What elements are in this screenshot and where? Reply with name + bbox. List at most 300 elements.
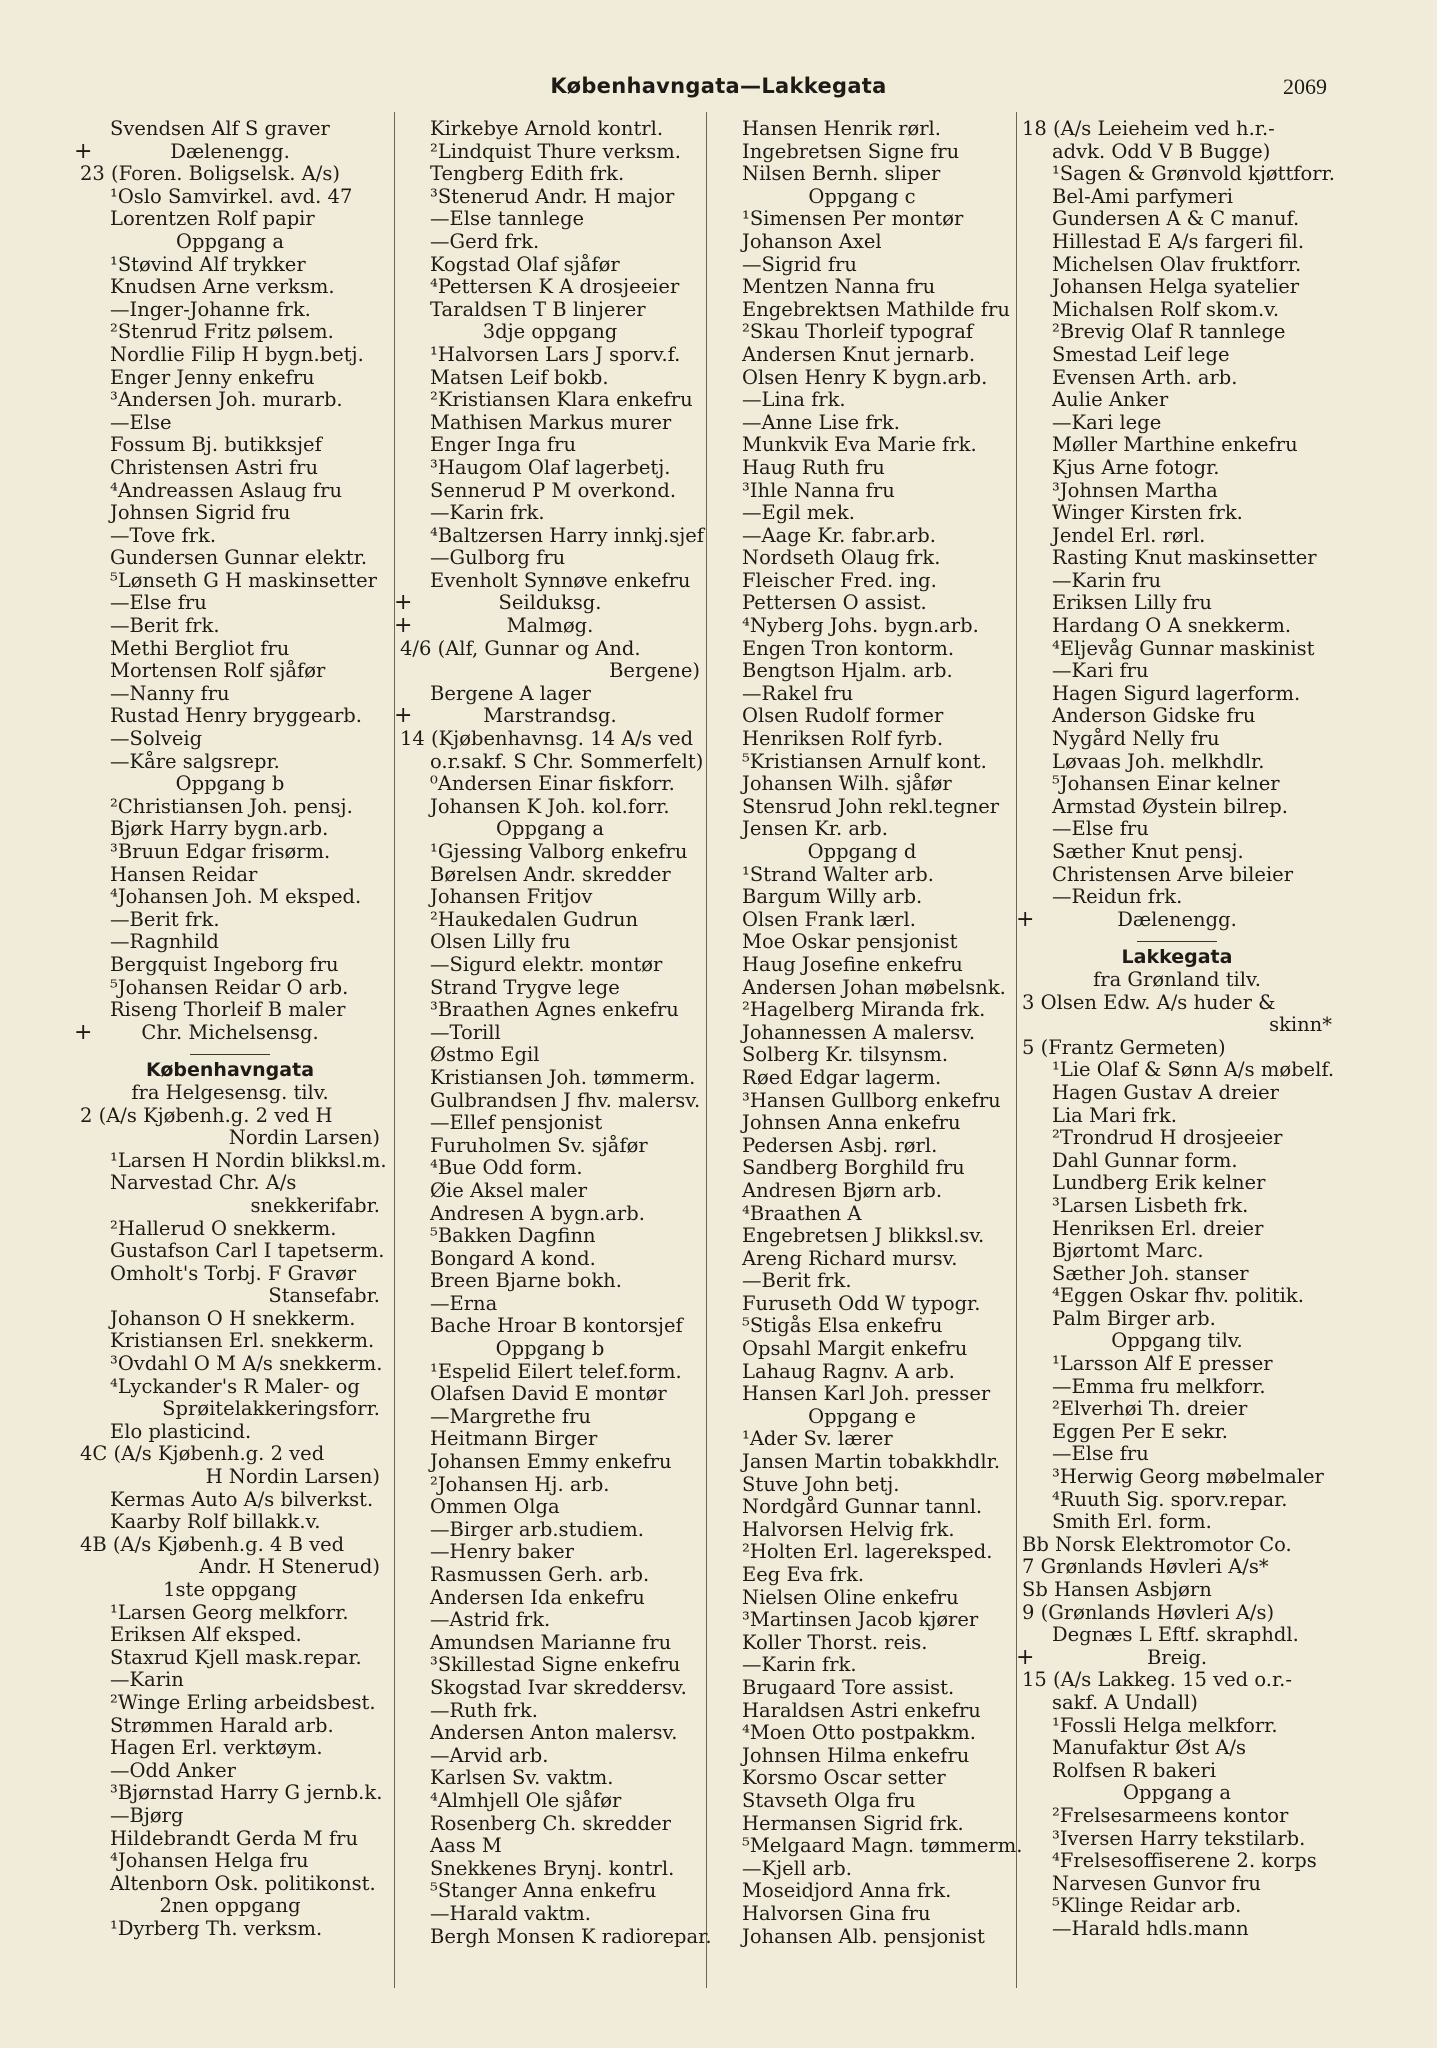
entry-text: —Sigurd elektr. montør [430,952,663,976]
sub-heading [80,231,380,254]
entry-text: Halvorsen Gina fru [742,1901,931,1925]
entry-text: Sennerud P M overkond. [430,478,677,502]
entry-text: Olsen Lilly fru [430,930,571,954]
directory-entry [712,1790,1012,1813]
entry-text: ²Trondrud H drosjeeier [1052,1126,1283,1150]
entry-text: Stansefabr. [268,1284,380,1308]
directory-entry [80,1647,380,1670]
entry-text: Narvestad Chr. A/s [110,1171,297,1195]
entry-text: ¹Ader Sv. lærer [742,1427,893,1451]
directory-entry [400,118,700,141]
directory-entry [80,1692,380,1715]
directory-entry [712,886,1012,909]
directory-entry [400,728,700,751]
directory-entry [80,705,380,728]
entry-text: Henriksen Rolf fyrb. [742,727,944,751]
directory-entry [400,276,700,299]
directory-entry [1022,1579,1332,1602]
section-separator [190,1054,270,1055]
directory-entry [400,502,700,525]
directory-entry [80,1148,387,1173]
entry-text: ²Skau Thorleif typograf [742,320,974,344]
directory-entry [400,1519,700,1542]
directory-entry [80,660,380,683]
entry-text: ⁵Stanger Anna enkefru [430,1879,657,1903]
directory-entry [80,1127,380,1150]
directory-entry [400,1112,700,1135]
directory-entry [712,1451,1012,1474]
directory-entry [80,163,380,186]
directory-entry [80,683,380,706]
directory-entry [1022,570,1332,593]
entry-text: 2nen oppgang [159,1894,301,1918]
directory-entry [712,1496,1012,1519]
directory-entry [712,1700,1012,1723]
entry-text: ⁴Bue Odd form. [430,1156,583,1180]
entry-text: Evensen Arth. arb. [1052,365,1238,389]
directory-entry [712,1745,1012,1768]
directory-entry [80,1489,380,1512]
directory-entry [712,1315,1012,1338]
directory-entry [1022,1443,1332,1466]
entry-text: —Astrid frk. [430,1608,551,1632]
entry-text: Strømmen Harald arb. [110,1713,334,1737]
entry-text: Andresen Bjørn arb. [742,1178,943,1202]
directory-entry [1022,1285,1332,1308]
entry-text: Røed Edgar lagerm. [742,1065,942,1089]
entry-text: Lahaug Ragnv. A arb. [742,1359,955,1383]
entry-text: —Berit frk. [110,614,220,638]
entry-text: ⁴Almhjell Ole sjåfør [430,1788,622,1812]
entry-text: —Karin frk. [742,1653,857,1677]
directory-entry [712,1180,1012,1203]
entry-text: Svendsen Alf S graver [110,117,330,140]
directory-entry [80,1737,380,1760]
entry-text: —Kari lege [1052,410,1162,434]
directory-entry [1022,1873,1332,1896]
entry-text: Heitmann Birger [430,1427,598,1451]
directory-entry [400,1700,700,1723]
directory-entry [712,1135,1012,1158]
directory-entry [80,344,380,367]
entry-text: Staxrud Kjell mask.repar. [110,1645,362,1669]
directory-entry [400,1496,700,1519]
entry-text: —Else fru [1052,1442,1149,1466]
entry-text: ¹Larsen H Nordin blikksl.m. [110,1148,387,1172]
entry-text: Bache Hroar B kontorsjef [430,1314,683,1338]
directory-entry [1022,254,1332,277]
entry-text: ¹Strand Walter arb. [742,862,934,886]
directory-entry [400,1315,700,1338]
directory-entry [400,660,700,683]
directory-entry [400,1924,712,1949]
directory-entry [712,1067,1012,1090]
section-separator [1137,941,1217,942]
directory-entry [80,1511,380,1534]
directory-entry [400,1858,700,1881]
entry-text: Oppgang b [175,772,285,796]
entry-text: Nordgård Gunnar tannl. [742,1495,983,1519]
entry-text: Amundsen Marianne fru [430,1630,672,1654]
directory-entry [80,841,380,864]
directory-entry [1022,1692,1332,1715]
entry-text: ³Skillestad Signe enkefru [430,1653,681,1677]
entry-text: ¹Gjessing Valborg enkefru [430,840,688,863]
entry-text: 23 (Foren. Boligselsk. A/s) [80,162,340,186]
entry-text: —Rakel fru [742,681,854,705]
page-number: 2069 [1283,74,1327,99]
entry-text: ⁵Johansen Reidar O arb. [110,975,349,999]
entry-text: Hansen Karl Joh. presser [742,1382,991,1406]
entry-text: Kjus Arne fotogr. [1052,455,1220,479]
directory-entry [400,1677,700,1700]
directory-entry [80,1873,380,1896]
entry-text: 15 (A/s Lakkeg. 15 ved o.r.- [1022,1668,1292,1692]
directory-entry [400,1180,700,1203]
directory-entry [712,931,1012,954]
entry-text: Andersen Anton malersv. [430,1721,678,1745]
page-title: København​gata—Lakkegata [550,74,887,98]
entry-text: Smestad Leif lege [1052,342,1230,366]
entry-text: Manufaktur Øst A/s [1052,1736,1246,1760]
directory-entry [712,141,1012,164]
entry-text: Oppgang b [495,1337,605,1361]
entry-text: —Ruth frk. [430,1698,538,1722]
entry-text: Johansen Alb. pensjonist [742,1924,985,1948]
entry-text: 14 (Kjøbenhavnsg. 14 A/s ved [400,727,694,751]
directory-entry [712,1564,1012,1587]
entry-text: ³Haugom Olaf lagerbetj. [430,455,671,479]
directory-entry [80,977,380,1000]
entry-text: Bongard A kond. [430,1246,596,1270]
directory-entry [712,1270,1012,1293]
directory-entry [712,1383,1012,1406]
entry-text: sakf. A Undall) [1052,1690,1198,1714]
directory-entry [80,1534,380,1557]
directory-entry [400,523,704,548]
directory-entry [712,796,1012,819]
directory-entry [80,1330,380,1353]
directory-entry [712,208,1012,231]
directory-entry [80,321,380,344]
directory-entry [712,592,1012,615]
directory-entry [1022,638,1332,661]
directory-entry [1022,1353,1332,1376]
directory-entry [1022,162,1335,186]
directory-entry [80,502,380,525]
entry-text: Stavseth Olga fru [742,1788,916,1812]
directory-entry [1022,1895,1332,1918]
directory-entry [712,570,1012,593]
entry-text: Olafsen David E montør [430,1382,667,1406]
entry-text: Haraldsen Astri enkefru [742,1698,981,1722]
directory-entry [712,502,1012,525]
directory-entry [80,615,380,638]
entry-text: Johnsen Hilma enkefru [742,1743,970,1767]
directory-entry [400,1451,700,1474]
directory-entry [1022,1037,1332,1060]
entry-text: Gundersen Gunnar elektr. [110,546,368,570]
entry-text: —Emma fru melkforr. [1052,1374,1266,1398]
directory-entry [712,1903,1012,1926]
entry-text: Breen Bjarne bokh. [430,1269,622,1293]
directory-entry [1022,547,1332,570]
entry-text: Kristiansen Erl. snekkerm. [110,1329,375,1353]
entry-text: ¹Dyrberg Th. verksm. [110,1916,323,1940]
entry-text: Knudsen Arne verksm. [110,275,335,299]
entry-text: ³Larsen Lisbeth frk. [1052,1193,1249,1217]
entry-text: Munkvik Eva Marie frk. [742,433,977,457]
entry-text: Andersen Ida enkefru [430,1585,645,1609]
directory-entry [80,1760,380,1783]
directory-entry [80,1421,380,1444]
directory-entry [80,118,380,141]
entry-text: —Margrethe fru [430,1404,591,1428]
directory-entry [712,276,1012,299]
directory-entry [80,276,380,299]
directory-entry [400,1022,700,1045]
entry-text: fra Helgesensg. tilv. [131,1080,329,1104]
entry-text: Hermansen Sigrid frk. [742,1811,964,1835]
directory-entry [400,480,700,503]
entry-text: Michalsen Rolf skom.v. [1052,297,1280,321]
entry-text: 3 Olsen Edw. A/s huder & [1022,990,1276,1014]
directory-entry [1022,615,1332,638]
entry-text: ⁵Stigås Elsa enkefru [742,1314,943,1338]
entry-text: ²Lindquist Thure verksm. [430,139,681,163]
directory-entry [712,977,1012,1000]
entry-text: Marstrandsg. [483,704,617,728]
directory-entry [712,1632,1012,1655]
cross-street [394,703,700,729]
entry-text: —Ellef pensjonist [430,1111,603,1135]
directory-entry [1022,208,1332,231]
cross-street [394,590,700,616]
directory-entry [400,457,700,480]
entry-text: —Nanny fru [110,681,230,705]
directory-entry [712,1338,1012,1361]
directory-entry [80,1781,383,1805]
directory-entry [1022,1760,1332,1783]
entry-text: 9 (Grønlands Høvleri A/s) [1022,1600,1275,1624]
directory-entry [1022,299,1332,322]
cross-street-icon: + [394,590,413,616]
directory-entry [1022,592,1332,615]
entry-text: —Else [110,410,172,434]
entry-text: ¹Oslo Samvirkel. avd. 47 [110,184,353,208]
entry-text: Haug Josefine enkefru [742,952,963,976]
directory-entry [712,1203,1012,1226]
entry-text: Snekkenes Brynj. kontrl. [430,1856,675,1880]
directory-entry [80,1263,380,1286]
entry-text: Michelsen Olav fruktforr. [1052,252,1302,276]
entry-text: H Nordin Larsen) [205,1465,380,1489]
directory-entry [1022,1240,1332,1263]
entry-text: ⁴Frelsesoffiserene 2. korps [1052,1849,1317,1873]
directory-entry [1022,1805,1332,1828]
entry-text: ¹Lie Olaf & Sønn A/s møbelf. [1052,1058,1335,1082]
directory-entry [712,751,1012,774]
entry-text: ⁴Baltzersen Harry innkj.sjef [430,523,704,547]
entry-text: Rasting Knut maskinsetter [1052,546,1317,570]
entry-text: ²Haukedalen Gudrun [430,907,639,931]
entry-text: Kristiansen Joh. tømmerm. [430,1065,696,1089]
directory-entry [1022,434,1332,457]
entry-text: Furuseth Odd W typogr. [742,1291,981,1315]
directory-entry [1022,1850,1332,1873]
entry-text: Solberg Kr. tilsynsm. [742,1043,949,1067]
directory-entry [1022,1105,1332,1128]
entry-text: Nygård Nelly fru [1052,727,1220,751]
directory-entry [1022,1828,1332,1851]
directory-entry [400,1609,700,1632]
entry-text: Københavngata [145,1059,315,1082]
cross-street [394,613,700,639]
directory-entry [1022,864,1332,887]
directory-entry [712,615,1012,638]
entry-text: Eeg Eva frk. [742,1563,865,1586]
directory-entry [712,231,1012,254]
sub-heading [80,773,380,796]
directory-entry [80,1239,385,1263]
directory-entry [400,954,700,977]
entry-text: ³Ihle Nanna fru [742,478,895,502]
directory-entry [400,254,700,277]
directory-entry [1022,886,1332,909]
entry-text: —Gulborg fru [430,546,566,570]
entry-text: Pettersen O assist. [742,591,927,615]
directory-entry [1022,1918,1332,1941]
entry-text: Løvaas Joh. melkhdlr. [1052,749,1265,773]
entry-text: Armstad Øystein bilrep. [1052,794,1288,818]
directory-entry [80,1669,380,1692]
directory-entry [712,1474,1012,1497]
cross-street [1016,906,1332,932]
entry-text: Nilsen Bernh. sliper [742,162,941,186]
entry-text: ⁵Lønseth G H maskinsetter [110,568,378,592]
entry-text: ³Andersen Joh. murarb. [110,388,343,412]
entry-text: Johansen K Joh. kol.forr. [430,794,670,818]
directory-entry [400,1835,700,1858]
entry-text: ³Ovdahl O M A/s snekkerm. [110,1352,383,1376]
entry-text: Palm Birger arb. [1052,1306,1216,1330]
entry-text: —Gerd frk. [430,229,540,253]
entry-text: ⁴Ruuth Sig. sporv.repar. [1052,1487,1288,1511]
directory-entry [1022,344,1332,367]
entry-text: Brugaard Tore assist. [742,1675,955,1699]
entry-text: Fleischer Fred. ing. [742,568,937,592]
entry-text: advk. Odd V B Bugge) [1052,139,1271,163]
entry-text: Andersen Knut jernarb. [742,342,976,366]
directory-entry [80,1624,380,1647]
entry-text: ⁴Lyckander's R Maler- og [110,1374,360,1398]
directory-column-1 [74,117,387,1941]
entry-text: Oppgang e [808,1404,916,1428]
entry-text: —Tove frk. [110,523,217,547]
entry-text: Henriksen Erl. dreier [1052,1216,1264,1240]
directory-entry [400,977,700,1000]
entry-text: ²Stenrud Fritz pølsem. [110,320,334,344]
entry-text: Hansen Reidar [110,862,258,886]
directory-entry [400,773,700,796]
entry-text: Koller Thorst. reis. [742,1630,928,1654]
entry-text: Winger Kirsten frk. [1052,501,1243,525]
entry-text: Degnæs L Eftf. skraphdl. [1052,1623,1299,1647]
entry-text: Mathisen Markus murer [430,410,672,434]
directory-entry [80,1285,380,1308]
column-divider [394,112,395,1988]
sub-heading [1022,1330,1332,1353]
entry-text: —Else fru [110,591,207,615]
entry-text: ³Hansen Gullborg enkefru [742,1088,1001,1112]
directory-entry [400,570,700,593]
directory-entry [80,818,380,841]
entry-text: Christensen Astri fru [110,455,319,479]
entry-text: ³Iversen Harry tekstilarb. [1052,1826,1306,1850]
directory-entry [712,1293,1012,1316]
entry-text: Matsen Leif bokb. [430,365,609,389]
entry-text: Stuve John betj. [742,1472,900,1496]
entry-text: ⁴Moen Otto postpakkm. [742,1721,976,1745]
entry-text: Halvorsen Helvig frk. [742,1517,955,1541]
directory-entry [400,931,700,954]
directory-entry [1022,1150,1332,1173]
directory-entry [1022,992,1332,1015]
entry-text: Olsen Henry K bygn.arb. [742,365,988,389]
directory-entry [1022,141,1332,164]
directory-entry [712,412,1012,435]
directory-entry [712,954,1012,977]
directory-entry [1022,480,1332,503]
entry-text: Bjørk Harry bygn.arb. [110,817,329,841]
directory-entry [1022,1466,1332,1489]
directory-entry [1022,525,1332,548]
directory-entry [400,1767,700,1790]
directory-entry [400,1903,700,1926]
entry-text: Bel-Ami parfymeri [1052,184,1233,208]
directory-entry [80,864,380,887]
entry-text: ⁵Bakken Dagfinn [430,1224,596,1248]
directory-entry [712,389,1012,412]
directory-entry [80,954,380,977]
directory-entry [80,570,380,593]
entry-text: Sæther Knut pensj. [1052,840,1244,863]
entry-text: 3dje oppgang [482,320,618,344]
sub-heading [80,1895,380,1918]
entry-text: ⁴Johansen Joh. M eksped. [110,885,362,909]
entry-text: ⁰Andersen Einar fiskforr. [430,772,675,796]
directory-entry [712,1112,1012,1135]
entry-text: ⁴Johansen Helga fru [110,1849,309,1873]
entry-text: Bergene) [609,659,700,683]
entry-text: Oppgang tilv. [1111,1329,1243,1353]
directory-entry [400,434,700,457]
directory-entry [80,367,380,390]
entry-text: Nordseth Olaug frk. [742,546,941,570]
entry-text: ⁴Nyberg Johs. bygn.arb. [742,614,979,638]
directory-entry [80,592,380,615]
directory-entry [1022,1082,1332,1105]
entry-text: Andr. H Stenerud) [199,1555,380,1579]
entry-text: Bergquist Ingeborg fru [110,952,339,976]
entry-text: 18 (A/s Leieheim ved h.r.- [1022,117,1275,140]
directory-entry [1022,728,1332,751]
directory-entry [400,367,700,390]
directory-entry [712,660,1012,683]
directory-entry [80,254,380,277]
entry-text: ¹Fossli Helga melkforr. [1052,1713,1278,1737]
directory-entry [80,1556,380,1579]
